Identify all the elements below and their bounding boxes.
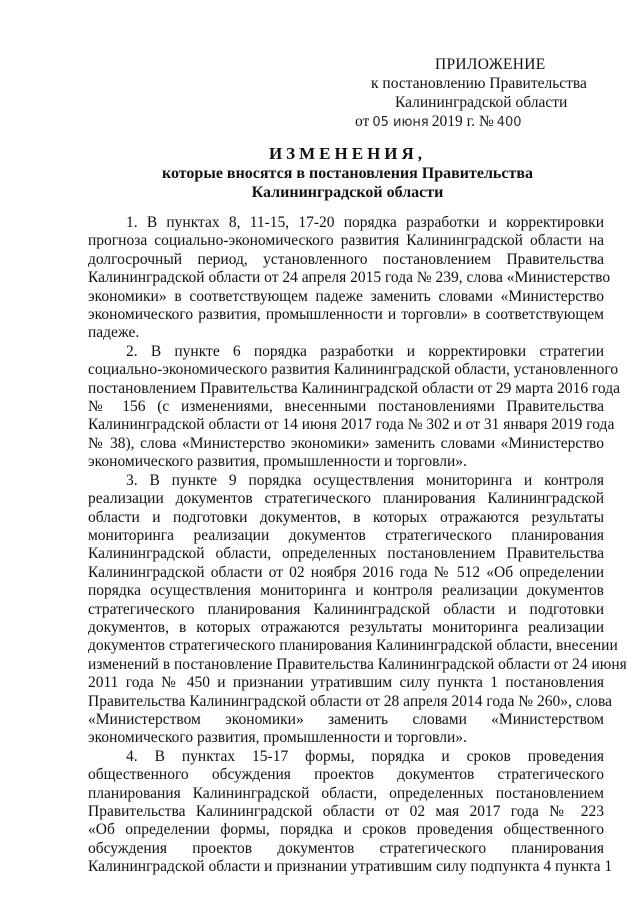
appendix-date-prefix: от: [355, 113, 370, 130]
document-heading-region: Калининградской области: [251, 184, 444, 201]
paragraph-line: экономического развития, промышленности и торговли».: [88, 729, 467, 747]
paragraph-line: области и подготовки документов, в которых отражаются результаты: [88, 508, 604, 526]
paragraph-line: Правительства Калининградской области от 28 апреля 2014 года № 260», слова: [88, 692, 613, 710]
paragraph-line: стратегического планирования Калининградской области и подготовки: [88, 600, 604, 618]
paragraph-line: обсуждения проектов документов стратегического планирования: [88, 839, 604, 857]
paragraph-line: 4. В пунктах 15-17 формы, порядка и сроков проведения: [126, 747, 604, 765]
appendix-region-line: Калининградской области: [395, 94, 568, 111]
appendix-title: ПРИЛОЖЕНИЕ: [435, 56, 546, 73]
paragraph-line: Калининградской области и признании утратившим силу подпункта 4 пункта 1: [88, 858, 613, 876]
paragraph-line: «Об определении формы, порядка и сроков проведения общественного: [88, 821, 604, 839]
paragraph-line: порядка осуществления мониторинга и контроля реализации документов: [88, 582, 604, 600]
paragraph-line: Правительства Калининградской области от 02 мая 2017 года № 223: [88, 803, 604, 820]
paragraph-line: общественного обсуждения проектов документов стратегического: [88, 766, 604, 784]
paragraph-line: № 38), слова «Министерство экономики» заменить словами «Министерство: [88, 434, 604, 452]
paragraph-line: документов стратегического планирования Калининградской области, внесении: [88, 637, 618, 655]
appendix-date-line: [355, 112, 605, 132]
paragraph-line: 1. В пунктах 8, 11-15, 17-20 порядка разработки и корректировки: [126, 214, 604, 231]
paragraph-line: «Министерством экономики» заменить словами «Министерством: [88, 710, 604, 728]
appendix-number-value: 400: [496, 115, 522, 130]
paragraph-line: Калининградской области, определенных постановлением Правительства: [88, 545, 604, 563]
paragraph-line: долгосрочный период, установленного постановлением Правительства: [88, 250, 604, 268]
paragraph-line: Калининградской области от 24 апреля 2015 года № 239, слова «Министерство: [88, 269, 611, 287]
paragraph-line: мониторинга реализации документов стратегического планирования: [88, 526, 604, 544]
paragraph-line: экономического развития, промышленности и торговли» в соответствующем: [88, 306, 604, 324]
paragraph-line: 2. В пункте 6 порядка разработки и корректировки стратегии: [126, 342, 604, 360]
paragraph-1: [88, 214, 611, 343]
paragraph-2: [88, 342, 620, 472]
appendix-date-year: 2019 г. №: [431, 113, 494, 130]
paragraph-line: планирования Калининградской области, определенных постановлением: [88, 784, 604, 802]
paragraph-3: [88, 471, 627, 748]
paragraph-line: № 156 (с изменениями, внесенными постановлениями Правительства: [88, 398, 604, 416]
paragraph-line: 3. В пункте 9 порядка осуществления мониторинга и контроля: [126, 471, 604, 489]
paragraph-line: реализации документов стратегического планирования Калининградской: [88, 490, 604, 508]
paragraph-line: социально-экономического развития Калининградской области, установленного: [88, 361, 619, 379]
appendix-block: [355, 55, 605, 132]
paragraph-4: [88, 747, 613, 877]
paragraph-line: прогноза социально-экономического развития Калининградской области на: [88, 232, 604, 250]
document-heading-title: ИЗМЕНЕНИЯ,: [268, 144, 427, 163]
paragraph-line: 2011 года № 450 и признании утратившим силу пункта 1 постановления: [88, 674, 604, 692]
document-heading-subtitle: которые вносятся в постановления Правительства: [161, 165, 533, 182]
paragraph-line: экономики» в соответствующем падеже заменить словами «Министерство: [88, 287, 604, 305]
appendix-resolution-line: к постановлению Правительства: [371, 75, 587, 92]
document-body: [88, 214, 627, 877]
paragraph-line: экономического развития, промышленности и торговли».: [88, 453, 467, 471]
paragraph-line: постановлением Правительства Калининградской области от 29 марта 2016 года: [88, 379, 620, 397]
paragraph-line: изменений в постановление Правительства Калининградской области от 24 июня: [88, 655, 627, 673]
paragraph-line: Калининградской области от 14 июня 2017 года № 302 и от 31 января 2019 года: [88, 416, 615, 434]
paragraph-line: Калининградской области от 02 ноября 2016 года № 512 «Об определении: [88, 563, 604, 581]
paragraph-line: падеже.: [88, 324, 140, 342]
appendix-date-value: 05 июня: [372, 115, 429, 130]
paragraph-line: документов, в которых отражаются результаты мониторинга реализации: [88, 618, 604, 636]
